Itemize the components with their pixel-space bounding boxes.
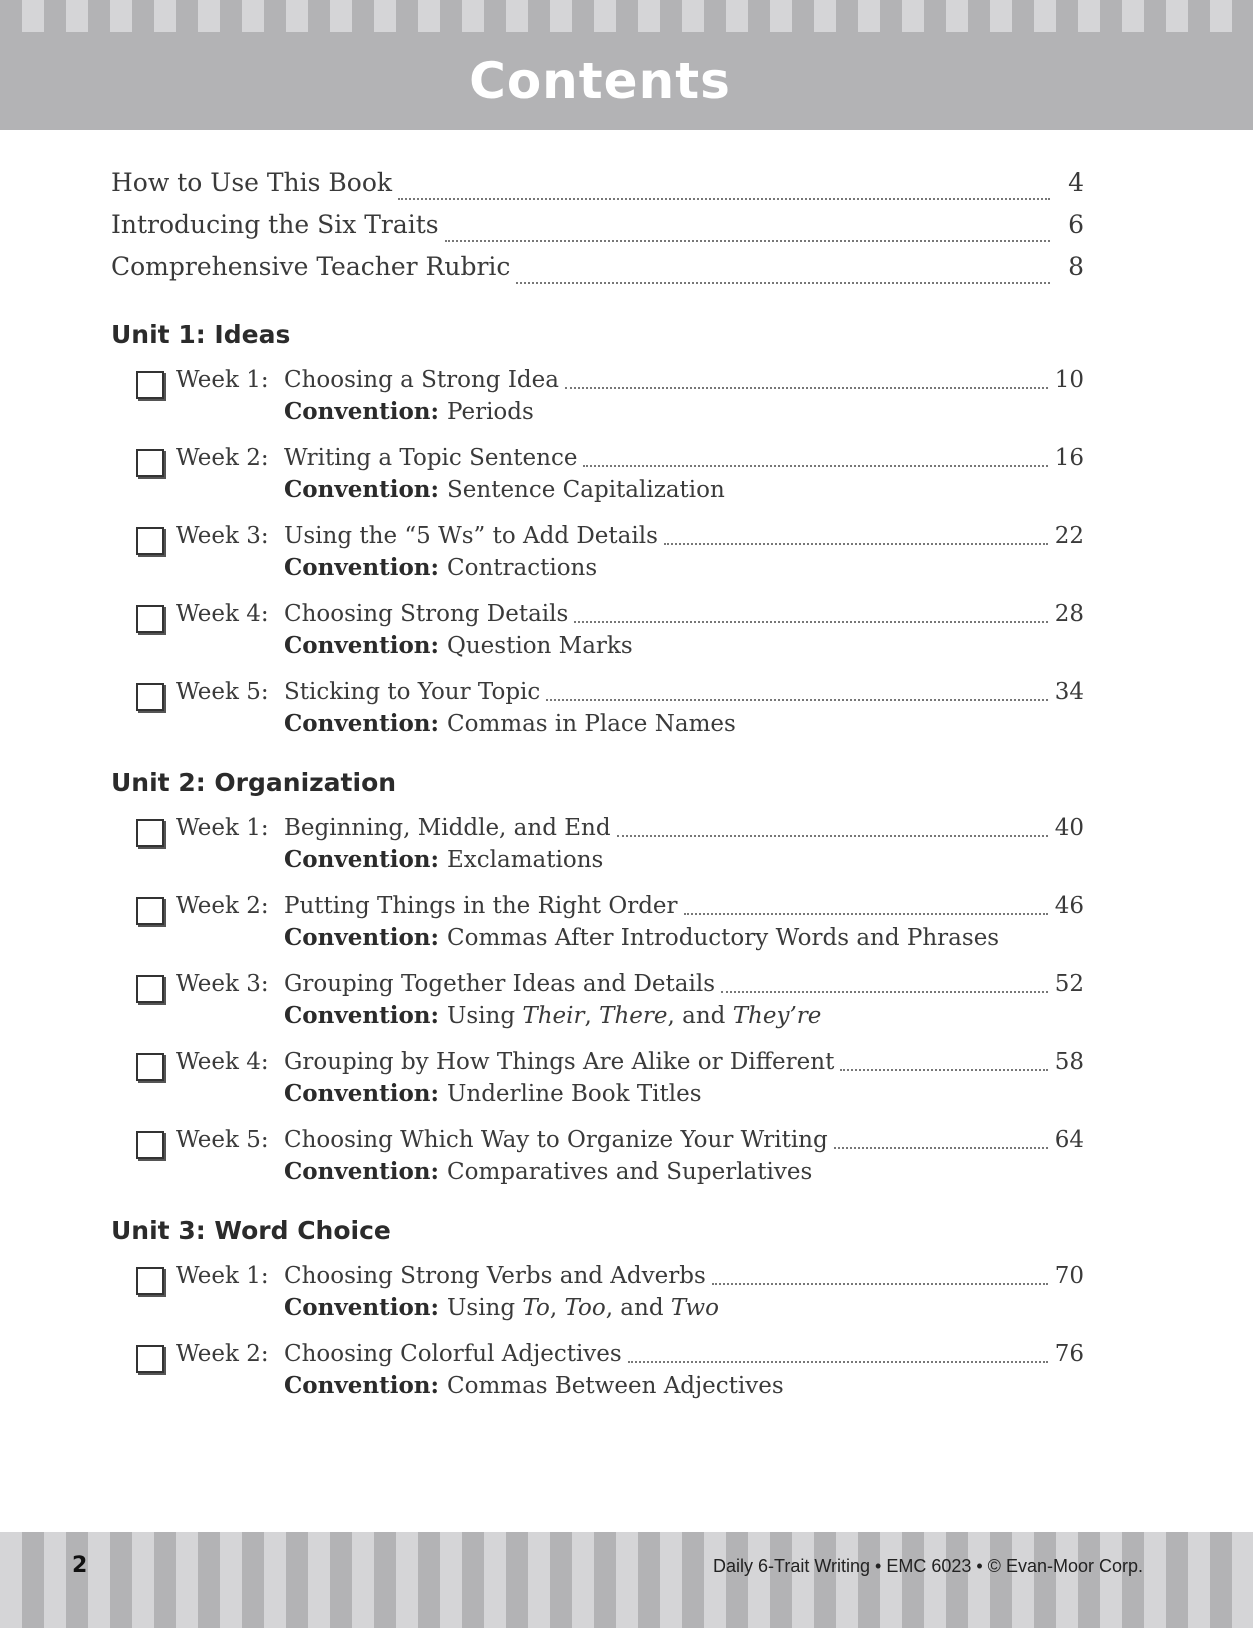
toc-entry-page: 4 <box>1068 168 1084 197</box>
header-band <box>0 0 1253 130</box>
week-line[interactable] <box>176 523 1084 555</box>
week-title: Using the “5 Ws” to Add Details <box>284 523 658 549</box>
toc-entry-page: 8 <box>1068 252 1084 281</box>
dot-leader <box>583 465 1048 467</box>
week-title: Grouping Together Ideas and Details <box>284 971 715 997</box>
checkbox[interactable] <box>136 897 164 925</box>
week-page: 28 <box>1054 601 1084 627</box>
dot-leader <box>840 1069 1048 1071</box>
week-page: 58 <box>1054 1049 1084 1075</box>
convention-label: Convention: <box>284 632 448 659</box>
week-page: 16 <box>1054 445 1084 471</box>
convention-text: Using <box>447 1003 523 1029</box>
week-page: 22 <box>1054 523 1084 549</box>
convention-text: Sentence Capitalization <box>447 477 725 503</box>
checkbox[interactable] <box>136 683 164 711</box>
convention-text: Commas After Introductory Words and Phrases <box>447 925 1000 951</box>
week-page: 34 <box>1054 679 1084 705</box>
checkbox[interactable] <box>136 449 164 477</box>
checkbox[interactable] <box>136 975 164 1003</box>
convention-line <box>284 398 534 425</box>
checkbox[interactable] <box>136 819 164 847</box>
week-label: Week 2: <box>176 893 269 919</box>
convention-text: , <box>584 1003 600 1029</box>
convention-text: , <box>549 1295 565 1321</box>
week-line[interactable] <box>176 815 1084 847</box>
checkbox[interactable] <box>136 605 164 633</box>
dot-leader <box>516 282 1050 284</box>
dot-leader <box>721 991 1048 993</box>
convention-label: Convention: <box>284 710 448 737</box>
convention-line <box>284 846 603 873</box>
dot-leader <box>712 1283 1048 1285</box>
convention-text: Underline Book Titles <box>447 1081 702 1107</box>
dot-leader <box>834 1147 1048 1149</box>
convention-text: Periods <box>447 399 534 425</box>
week-label: Week 1: <box>176 1263 269 1289</box>
dot-leader <box>574 621 1048 623</box>
convention-line <box>284 1372 784 1399</box>
week-title: Choosing Strong Verbs and Adverbs <box>284 1263 706 1289</box>
convention-label: Convention: <box>284 924 448 951</box>
week-entry <box>136 893 1084 959</box>
convention-text: Question Marks <box>447 633 633 659</box>
week-line[interactable] <box>176 601 1084 633</box>
week-label: Week 5: <box>176 679 269 705</box>
week-entry <box>136 367 1084 433</box>
week-label: Week 5: <box>176 1127 269 1153</box>
convention-label: Convention: <box>284 554 448 581</box>
week-title: Grouping by How Things Are Alike or Different <box>284 1049 835 1075</box>
toc-entry[interactable] <box>111 168 1084 210</box>
convention-italic-word: Their <box>522 1003 585 1029</box>
week-label: Week 2: <box>176 445 269 471</box>
dot-leader <box>445 240 1050 242</box>
convention-text: Commas Between Adjectives <box>447 1373 784 1399</box>
week-title: Putting Things in the Right Order <box>284 893 678 919</box>
toc-entry-title: How to Use This Book <box>111 168 393 197</box>
week-title: Sticking to Your Topic <box>284 679 541 705</box>
week-line[interactable] <box>176 445 1084 477</box>
week-title: Choosing Colorful Adjectives <box>284 1341 622 1367</box>
week-label: Week 1: <box>176 367 269 393</box>
toc-entry[interactable] <box>111 210 1084 252</box>
convention-text: , and <box>667 1003 733 1029</box>
week-title: Beginning, Middle, and End <box>284 815 611 841</box>
convention-line <box>284 710 736 737</box>
week-label: Week 3: <box>176 523 269 549</box>
convention-label: Convention: <box>284 1158 448 1185</box>
week-page: 40 <box>1054 815 1084 841</box>
week-page: 52 <box>1054 971 1084 997</box>
checkbox[interactable] <box>136 1131 164 1159</box>
convention-text: Contractions <box>447 555 598 581</box>
week-entry <box>136 445 1084 511</box>
week-label: Week 1: <box>176 815 269 841</box>
week-line[interactable] <box>176 1341 1084 1373</box>
week-title: Choosing a Strong Idea <box>284 367 559 393</box>
week-page: 76 <box>1054 1341 1084 1367</box>
week-title: Writing a Topic Sentence <box>284 445 578 471</box>
week-line[interactable] <box>176 971 1084 1003</box>
convention-line <box>284 1080 702 1107</box>
dot-leader <box>565 387 1048 389</box>
week-line[interactable] <box>176 1127 1084 1159</box>
dot-leader <box>617 835 1048 837</box>
dot-leader <box>684 913 1048 915</box>
page-title: Contents <box>469 52 731 110</box>
week-entry <box>136 971 1084 1037</box>
convention-line <box>284 1002 821 1029</box>
convention-line <box>284 554 597 581</box>
dot-leader <box>398 198 1050 200</box>
week-line[interactable] <box>176 1263 1084 1295</box>
week-entry <box>136 815 1084 881</box>
header-stripes <box>0 0 1253 32</box>
week-line[interactable] <box>176 1049 1084 1081</box>
dot-leader <box>628 1361 1048 1363</box>
week-entry <box>136 1127 1084 1193</box>
convention-line <box>284 1158 812 1185</box>
unit-heading: Unit 3: Word Choice <box>111 1216 391 1245</box>
convention-text: Using <box>447 1295 523 1321</box>
convention-italic-word: There <box>599 1003 668 1029</box>
convention-italic-word: To <box>522 1295 550 1321</box>
convention-italic-word: Too <box>564 1295 606 1321</box>
dot-leader <box>546 699 1048 701</box>
checkbox[interactable] <box>136 371 164 399</box>
checkbox[interactable] <box>136 1345 164 1373</box>
convention-text: Commas in Place Names <box>447 711 736 737</box>
footer-credit: Daily 6-Trait Writing • EMC 6023 • © Evan-Moor Corp. <box>713 1556 1143 1576</box>
week-label: Week 4: <box>176 1049 269 1075</box>
convention-italic-word: They’re <box>732 1003 822 1029</box>
week-line[interactable] <box>176 893 1084 925</box>
front-matter-list <box>111 168 1084 294</box>
week-entry <box>136 1263 1084 1329</box>
checkbox[interactable] <box>136 527 164 555</box>
week-label: Week 4: <box>176 601 269 627</box>
convention-line <box>284 924 999 951</box>
convention-label: Convention: <box>284 1080 448 1107</box>
convention-label: Convention: <box>284 1372 448 1399</box>
checkbox[interactable] <box>136 1053 164 1081</box>
week-line[interactable] <box>176 679 1084 711</box>
week-label: Week 2: <box>176 1341 269 1367</box>
footer-band <box>0 1532 1253 1628</box>
convention-text: , and <box>605 1295 671 1321</box>
week-entry <box>136 1341 1084 1407</box>
week-title: Choosing Strong Details <box>284 601 569 627</box>
week-page: 70 <box>1054 1263 1084 1289</box>
week-title: Choosing Which Way to Organize Your Writing <box>284 1127 828 1153</box>
week-entry <box>136 601 1084 667</box>
convention-label: Convention: <box>284 846 448 873</box>
week-page: 64 <box>1054 1127 1084 1153</box>
toc-entry-page: 6 <box>1068 210 1084 239</box>
checkbox[interactable] <box>136 1267 164 1295</box>
convention-text: Comparatives and Superlatives <box>447 1159 813 1185</box>
week-page: 46 <box>1054 893 1084 919</box>
convention-label: Convention: <box>284 398 448 425</box>
convention-line <box>284 476 725 503</box>
toc-entry-title: Comprehensive Teacher Rubric <box>111 252 511 281</box>
unit-heading: Unit 1: Ideas <box>111 320 291 349</box>
week-entry <box>136 1049 1084 1115</box>
week-entry <box>136 523 1084 589</box>
page-number: 2 <box>72 1553 88 1578</box>
convention-label: Convention: <box>284 476 448 503</box>
week-line[interactable] <box>176 367 1084 399</box>
week-label: Week 3: <box>176 971 269 997</box>
convention-label: Convention: <box>284 1294 448 1321</box>
toc-entry-title: Introducing the Six Traits <box>111 210 439 239</box>
dot-leader <box>664 543 1048 545</box>
toc-entry[interactable] <box>111 252 1084 294</box>
unit-heading: Unit 2: Organization <box>111 768 397 797</box>
week-page: 10 <box>1054 367 1084 393</box>
convention-italic-word: Two <box>670 1295 719 1321</box>
convention-line <box>284 632 633 659</box>
week-entry <box>136 679 1084 745</box>
convention-text: Exclamations <box>447 847 604 873</box>
convention-label: Convention: <box>284 1002 448 1029</box>
convention-line <box>284 1294 719 1321</box>
